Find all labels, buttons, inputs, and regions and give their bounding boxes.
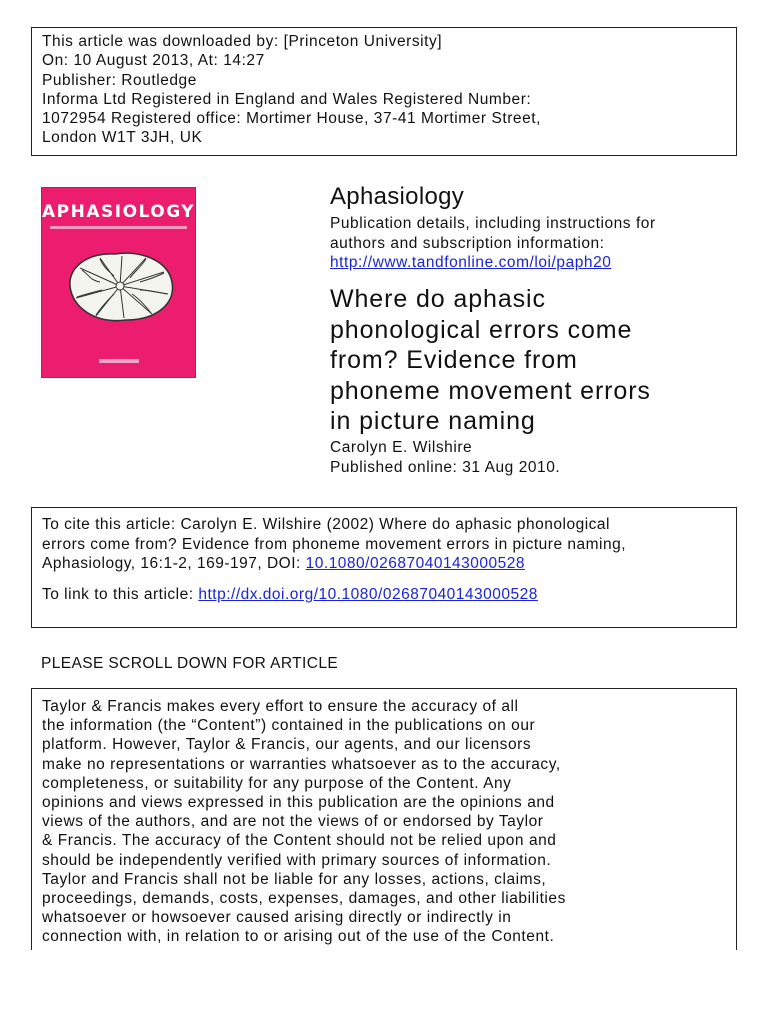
download-notice-line: Publisher: Routledge — [42, 71, 197, 89]
citation-box — [31, 507, 737, 628]
brain-illustration-icon — [60, 246, 180, 326]
download-notice-line: Informa Ltd Registered in England and Wales Registered Number: — [42, 90, 532, 108]
download-notice-line: London W1T 3JH, UK — [42, 129, 203, 147]
disclaimer-box — [31, 688, 737, 950]
cover-title: APHASIOLOGY — [42, 202, 196, 222]
download-notice-line: 1072954 Registered office: Mortimer House, 37-41 Mortimer Street, — [42, 110, 541, 128]
citation-line: errors come from? Evidence from phoneme movement errors in picture naming, — [42, 535, 627, 553]
journal-url-link[interactable]: http://www.tandfonline.com/loi/paph20 — [330, 254, 612, 271]
article-link-label: To link to this article: — [42, 585, 199, 603]
published-date: Published online: 31 Aug 2010. — [330, 458, 561, 476]
cover-publisher-logo — [42, 359, 195, 365]
article-title-line: from? Evidence from — [330, 346, 578, 374]
journal-name: Aphasiology — [330, 183, 465, 210]
doi-link[interactable]: 10.1080/02687040143000528 — [305, 555, 526, 572]
article-title-line: phonological errors come — [330, 315, 633, 344]
disclaimer-line: views of the authors, and are not the views of or endorsed by Taylor — [42, 813, 544, 831]
disclaimer-line: make no representations or warranties whatsoever as to the accuracy, — [42, 755, 561, 773]
disclaimer-line: the information (the “Content”) contained in the publications on our — [42, 717, 536, 735]
citation-prefix: Aphasiology, 16:1-2, 169-197, DOI: — [42, 555, 306, 572]
article-title-line: phoneme movement errors — [330, 376, 651, 405]
cover-subtitle-strip — [50, 226, 187, 229]
publication-details-line: Publication details, including instructions for — [330, 215, 656, 232]
disclaimer-line: connection with, in relation to or arising out of the use of the Content. — [42, 928, 555, 946]
article-link-row — [42, 585, 726, 605]
citation-line — [42, 554, 726, 574]
disclaimer-line: platform. However, Taylor & Francis, our agents, and our licensors — [42, 736, 532, 754]
disclaimer-line: should be independently verified with primary sources of information. — [42, 851, 552, 869]
article-title-line: Where do aphasic — [330, 285, 546, 313]
article-title-line: in picture naming — [330, 407, 536, 435]
disclaimer-line: completeness, or suitability for any purpose of the Content. Any — [42, 774, 512, 792]
disclaimer-line: proceedings, demands, costs, expenses, damages, and other liabilities — [42, 890, 566, 908]
download-notice-box — [31, 27, 737, 156]
publication-details-line: authors and subscription information: — [330, 234, 605, 252]
scroll-notice: PLEASE SCROLL DOWN FOR ARTICLE — [41, 655, 339, 672]
article-title — [330, 284, 651, 437]
disclaimer-line: whatsoever or howsoever caused arising directly or indirectly in — [42, 909, 512, 927]
disclaimer-line: & Francis. The accuracy of the Content should not be relied upon and — [42, 832, 557, 850]
disclaimer-line: Taylor and Francis shall not be liable for any losses, actions, claims, — [42, 870, 547, 888]
journal-cover-image — [41, 187, 196, 378]
publication-details — [330, 214, 656, 273]
download-notice-line: On: 10 August 2013, At: 14:27 — [42, 52, 265, 70]
citation-line: To cite this article: Carolyn E. Wilshire (2002) Where do aphasic phonological — [42, 516, 610, 533]
download-notice-line: This article was downloaded by: [Princeton University] — [42, 33, 443, 50]
disclaimer-line: Taylor & Francis makes every effort to ensure the accuracy of all — [42, 698, 519, 715]
article-byline — [330, 438, 560, 477]
article-url-link[interactable]: http://dx.doi.org/10.1080/02687040143000528 — [198, 585, 538, 603]
disclaimer-line: opinions and views expressed in this publication are the opinions and — [42, 794, 555, 812]
author-name: Carolyn E. Wilshire — [330, 439, 473, 456]
